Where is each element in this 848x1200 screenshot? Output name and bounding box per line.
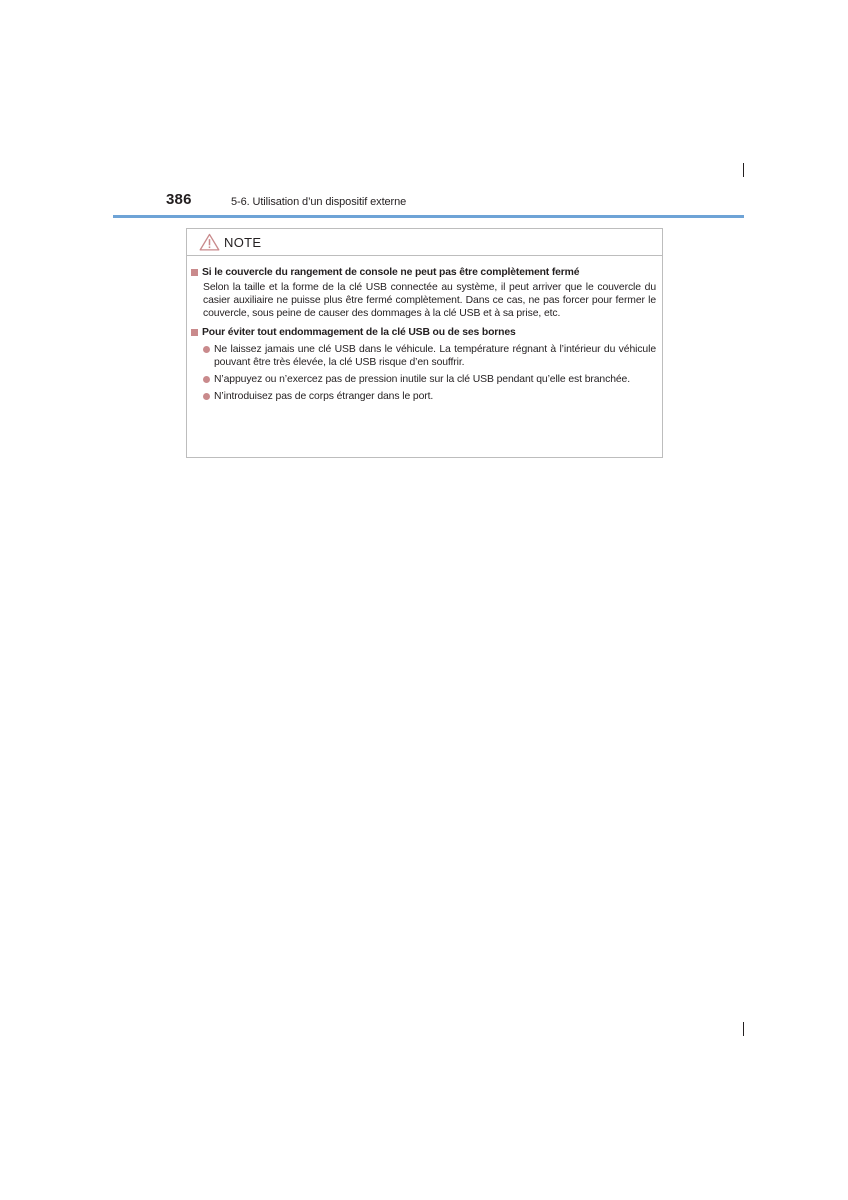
crop-mark-bottom [743, 1022, 744, 1036]
list-item-text: N’appuyez ou n’exercez pas de pression inutile sur la clé USB pendant qu’elle est branchée. [214, 374, 631, 385]
section-heading-text: Si le couvercle du rangement de console ne peut pas être complètement fermé [202, 267, 580, 278]
list-item [203, 343, 656, 369]
list-item [203, 373, 656, 386]
section-paragraph: Selon la taille et la forme de la clé USB connectée au système, il peut arriver que le couvercle du casier auxiliaire ne puisse plus être fermé complètement. Dans ce cas, ne pas forcer pour fermer le couvercle, sous peine de causer des dommages à la clé USB et à sa prise, etc. [203, 282, 656, 319]
crop-mark-top [743, 163, 744, 177]
note-header [187, 229, 662, 256]
round-bullet-icon [203, 376, 210, 383]
square-bullet-icon [191, 269, 198, 276]
page-number: 386 [166, 191, 192, 208]
section-heading-text: Pour éviter tout endommagement de la clé USB ou de ses bornes [202, 327, 516, 338]
warning-triangle-icon [199, 233, 220, 251]
note-box [186, 228, 663, 458]
section-heading [191, 266, 656, 279]
round-bullet-icon [203, 393, 210, 400]
section-title: 5-6. Utilisation d’un dispositif externe [231, 196, 407, 208]
header-rule [113, 215, 744, 218]
list-item-text: Ne laissez jamais une clé USB dans le véhicule. La température régnant à l’intérieur du véhicule pouvant être très élevée, la clé USB risque d’en souffrir. [214, 344, 656, 368]
list-item [203, 390, 656, 403]
note-body [187, 256, 662, 403]
section-heading [191, 326, 656, 339]
round-bullet-icon [203, 346, 210, 353]
note-title: NOTE [224, 234, 262, 250]
list-item-text: N’introduisez pas de corps étranger dans le port. [214, 391, 434, 402]
square-bullet-icon [191, 329, 198, 336]
